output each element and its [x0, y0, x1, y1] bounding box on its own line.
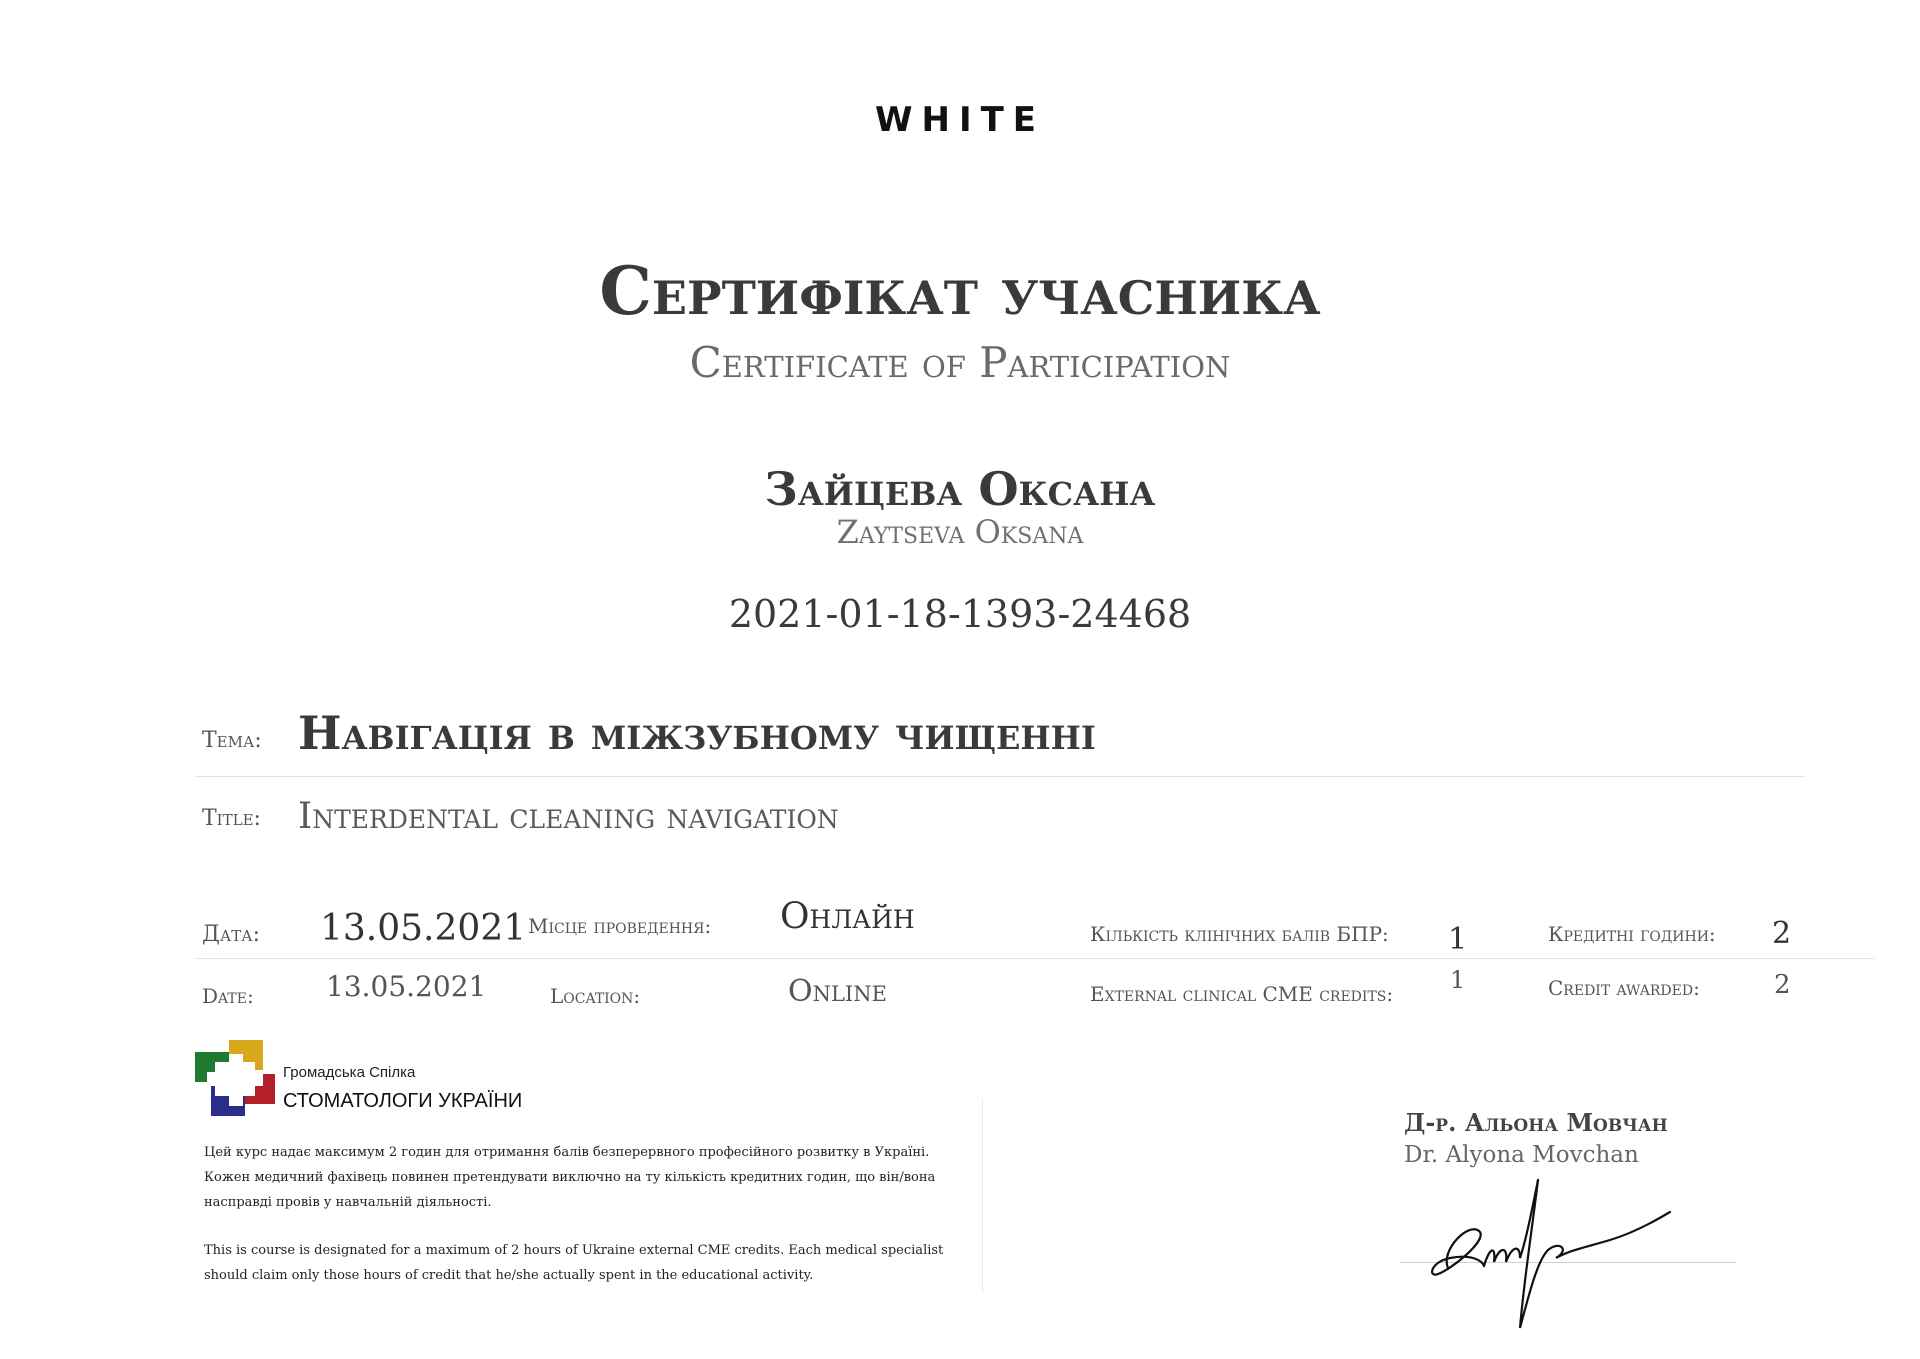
details-divider: [195, 958, 1875, 959]
participant-name-uk: Зайцева Оксана: [764, 462, 1156, 516]
handwritten-signature: [1420, 1150, 1680, 1340]
hours-value-uk: 2: [1772, 916, 1792, 951]
disclaimer-uk: Цей курс надає максимум 2 годин для отримання балів безперервного професійного розвитку в Україні. Кожен медичний фахівець повинен претендувати виключно на ту кількість кредитних годин, що він/вона насправді провів у навчальній діяльності.: [204, 1145, 936, 1210]
hours-value-en: 2: [1774, 970, 1791, 1000]
signatory-name-uk: Д-р. Альона Мовчан: [1404, 1108, 1668, 1137]
brand-logo-text: WHITE: [874, 100, 1046, 140]
signature-stroke-3: [1520, 1180, 1670, 1328]
certificate-id: 2021-01-18-1393-24468: [728, 592, 1192, 636]
organization-name-line2: СТОМАТОЛОГИ УКРАЇНИ: [283, 1090, 523, 1112]
certificate-title-uk: Сертифікат учасника: [599, 252, 1321, 330]
topic-value-en: Interdental cleaning navigation: [298, 796, 839, 837]
topic-divider: [195, 776, 1805, 777]
disclaimer-en: This is course is designated for a maximum of 2 hours of Ukraine external CME credits. Each medical specialist should claim only those hours of credit that he/she actually spent in the educational activity.: [204, 1243, 944, 1283]
hours-label-en: Credit awarded:: [1548, 976, 1700, 1000]
topic-label-uk: Тема:: [202, 728, 262, 753]
signature-stroke-2: [1484, 1180, 1538, 1266]
hours-label-uk: Кредитні години:: [1548, 922, 1716, 946]
footer-divider: [982, 1098, 983, 1293]
organization-logo-icon: [195, 1040, 285, 1122]
points-value-en: 1: [1450, 966, 1466, 994]
date-value-uk: 13.05.2021: [320, 908, 527, 949]
date-label-en: Date:: [202, 984, 254, 1008]
points-label-uk: Кількість клінічних балів БПР:: [1090, 922, 1389, 946]
date-label-uk: Дата:: [202, 922, 261, 947]
signature-stroke-1: [1432, 1229, 1484, 1274]
participant-name-en: Zaytseva Oksana: [836, 513, 1084, 551]
certificate-title-en: Certificate of Participation: [689, 338, 1231, 387]
logo-white-cross-h: [207, 1072, 263, 1086]
location-label-en: Location:: [550, 984, 641, 1008]
date-value-en: 13.05.2021: [326, 970, 487, 1003]
location-value-uk: Онлайн: [780, 896, 915, 937]
points-value-uk: 1: [1448, 922, 1468, 957]
topic-value-uk: Навігація в міжзубному чищенні: [298, 706, 1096, 760]
topic-label-en: Title:: [202, 806, 261, 831]
signatory-name-en: Dr. Alyona Movchan: [1404, 1142, 1639, 1168]
location-label-uk: Місце проведення:: [528, 914, 712, 938]
organization-name-line1: Громадська Спілка: [283, 1064, 416, 1081]
location-value-en: Online: [788, 974, 887, 1009]
points-label-en: External clinical CME credits:: [1090, 982, 1394, 1006]
